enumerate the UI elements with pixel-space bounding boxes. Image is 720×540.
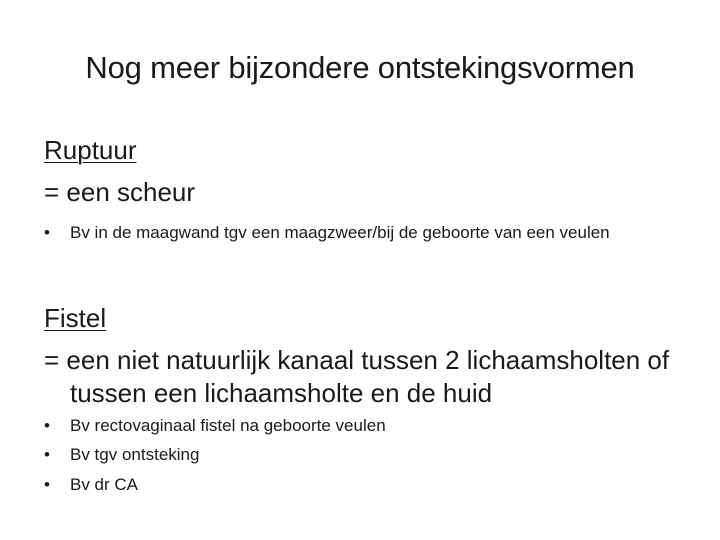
bullet-text: Bv in de maagwand tgv een maagzweer/bij de geboorte van een veulen (70, 223, 610, 242)
slide-title: Nog meer bijzondere ontstekingsvormen (85, 50, 635, 85)
section-heading-fistel: Fistel (44, 303, 107, 333)
definition-line: = een niet natuurlijk kanaal tussen 2 lichaamsholten of (44, 345, 670, 375)
bullet-item (44, 444, 199, 466)
bullet-item (44, 474, 138, 496)
definition-line: = een scheur (44, 177, 196, 207)
definition-line-continued: tussen een lichaamsholte en de huid (70, 378, 493, 408)
bullet-item (44, 415, 386, 437)
bullet-dot-icon: • (44, 475, 50, 494)
section-heading-ruptuur: Ruptuur (44, 135, 137, 165)
bullet-dot-icon: • (44, 416, 50, 435)
bullet-text: Bv tgv ontsteking (70, 445, 200, 464)
bullet-text: Bv rectovaginaal fistel na geboorte veulen (70, 416, 386, 435)
bullet-dot-icon: • (44, 445, 50, 464)
bullet-text: Bv dr CA (70, 475, 139, 494)
bullet-dot-icon: • (44, 223, 50, 242)
bullet-item (44, 222, 610, 244)
